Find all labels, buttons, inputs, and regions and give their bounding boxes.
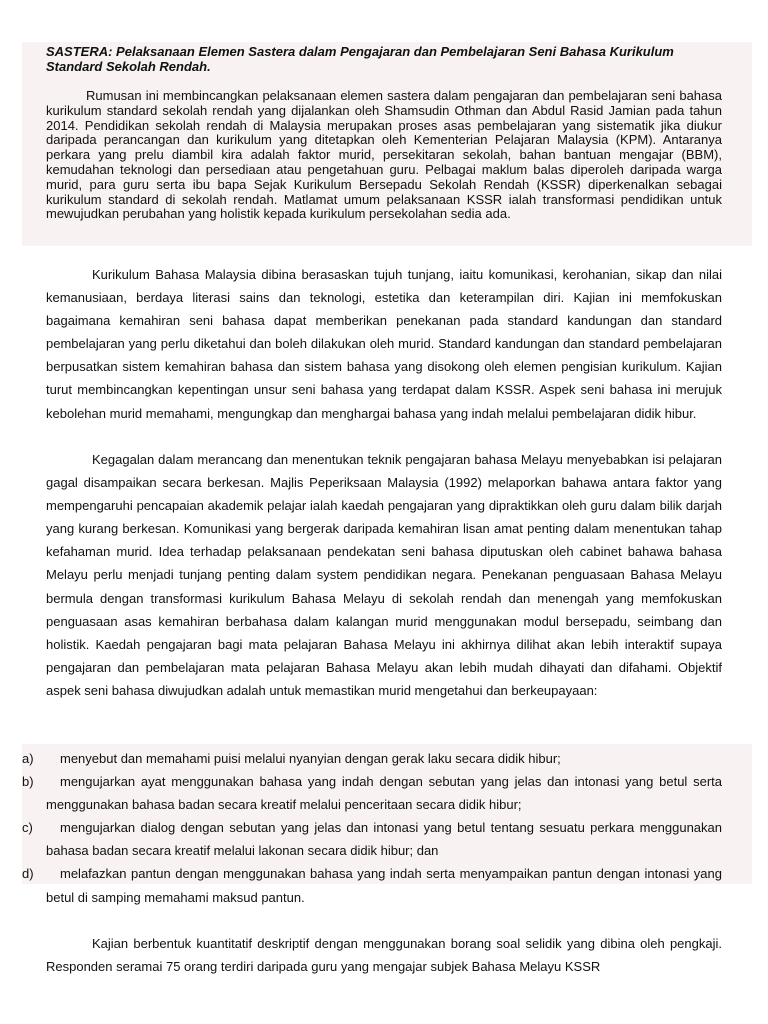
list-item <box>22 747 722 770</box>
list-item-text: menyebut dan memahami puisi melalui nyanyian dengan gerak laku secara didik hibur; <box>60 751 561 766</box>
list-item-text: mengujarkan ayat menggunakan bahasa yang indah dengan sebutan yang jelas dan intonasi yang betul serta menggunakan bahasa badan secara kreatif melalui penceritaan secara didik hibur; <box>46 774 722 813</box>
list-item <box>22 816 722 862</box>
body-paragraph-2: Kegagalan dalam merancang dan menentukan teknik pengajaran bahasa Melayu menyebabkan isi pelajaran gagal disampaikan secara berkesan. Majlis Peperiksaan Malaysia (1992) melaporkan bahawa antara faktor yang mempengaruhi pencapaian akademik pelajar ialah kaedah pengajaran yang dipraktikkan oleh guru dalam bilik darjah yang kurang berkesan. Komunikasi yang bergerak daripada kemahiran lisan amat penting dalam menentukan tahap kefahaman murid. Idea terhadap pelaksanaan pendekatan seni bahasa diputuskan oleh cabinet bahawa bahasa Melayu perlu menjadi tunjang penting dalam system pendidikan negara. Penekanan penguasaan Bahasa Melayu bermula dengan transformasi kurikulum Bahasa Melayu di sekolah rendah dan menengah yang memfokuskan penguasaan asas kemahiran berbahasa dalam kalangan murid menggunakan modul bersepadu, seimbang dan holistik. Kaedah pengajaran bagi mata pelajaran Bahasa Melayu ini akhirnya dilihat akan lebih interaktif supaya pengajaran dan pembelajaran mata pelajaran Bahasa Melayu akan lebih mudah dihayati dan difahami. Objektif aspek seni bahasa diwujudkan adalah untuk memastikan murid mengetahui dan berkeupayaan: <box>46 452 722 698</box>
abstract-paragraph: Rumusan ini membincangkan pelaksanaan elemen sastera dalam pengajaran dan pembelajaran seni bahasa kurikulum standard sekolah rendah yang dijalankan oleh Shamsudin Othman dan Abdul Rasid Jamian pada tahun 2014. Pendidikan sekolah rendah di Malaysia merupakan proses asas pembelajaran yang sistematik jika diukur daripada perancangan dan kurikulum yang ditetapkan oleh Kementerian Pelajaran Malaysia (KPM). Antaranya perkara yang prelu diambil kira adalah faktor murid, persekitaran sekolah, bahan bantuan mengajar (BBM), kemudahan teknologi dan persediaan atau pengetahuan guru. Pelbagai maklum balas diperoleh daripada warga murid, para guru serta ibu bapa Sejak Kurikulum Bersepadu Sekolah Rendah (KSSR) diperkenalkan sebagai kurikulum standard di sekolah rendah. Matlamat umum pelaksanaan KSSR ialah transformasi pendidikan untuk mewujudkan perubahan yang holistik kepada kurikulum persekolahan sedia ada. <box>46 88 722 222</box>
list-item <box>22 770 722 816</box>
body-paragraph-3: Kajian berbentuk kuantitatif deskriptif dengan menggunakan borang soal selidik yang dibina oleh pengkaji. Responden seramai 75 orang terdiri daripada guru yang mengajar subjek Bahasa Melayu KSSR <box>46 936 722 975</box>
document-title: SASTERA: Pelaksanaan Elemen Sastera dalam Pengajaran dan Pembelajaran Seni Bahasa Kurikulum Standard Sekolah Rendah. <box>46 44 674 74</box>
list-marker: c) <box>22 820 33 836</box>
list-marker: d) <box>22 866 34 882</box>
objective-list <box>22 747 722 909</box>
list-item <box>22 862 722 908</box>
list-item-text: mengujarkan dialog dengan sebutan yang jelas dan intonasi yang betul tentang sesuatu perkara menggunakan bahasa badan secara kreatif melalui lakonan secara didik hibur; dan <box>46 820 722 859</box>
list-marker: a) <box>22 751 34 766</box>
list-item-text: melafazkan pantun dengan menggunakan bahasa yang indah serta menyampaikan pantun dengan intonasi yang betul di samping memahami maksud pantun. <box>46 866 722 905</box>
body-paragraph-1: Kurikulum Bahasa Malaysia dibina berasaskan tujuh tunjang, iaitu komunikasi, kerohanian, sikap dan nilai kemanusiaan, berdaya literasi sains dan teknologi, estetika dan keterampilan diri. Kajian ini memfokuskan bagaimana kemahiran seni bahasa dapat memberikan penekanan pada standard kandungan dan standard pembelajaran yang perlu diketahui dan boleh dilakukan oleh murid. Standard kandungan dan standard pembelajaran berpusatkan sistem kemahiran bahasa dan sistem bahasa yang disokong oleh elemen pengisian kurikulum. Kajian turut membincangkan kepentingan unsur seni bahasa yang terdapat dalam KSSR. Aspek seni bahasa ini merujuk kebolehan murid memahami, mengungkap dan menghargai bahasa yang indah melalui pembelajaran didik hibur. <box>46 267 722 421</box>
list-marker: b) <box>22 774 34 790</box>
